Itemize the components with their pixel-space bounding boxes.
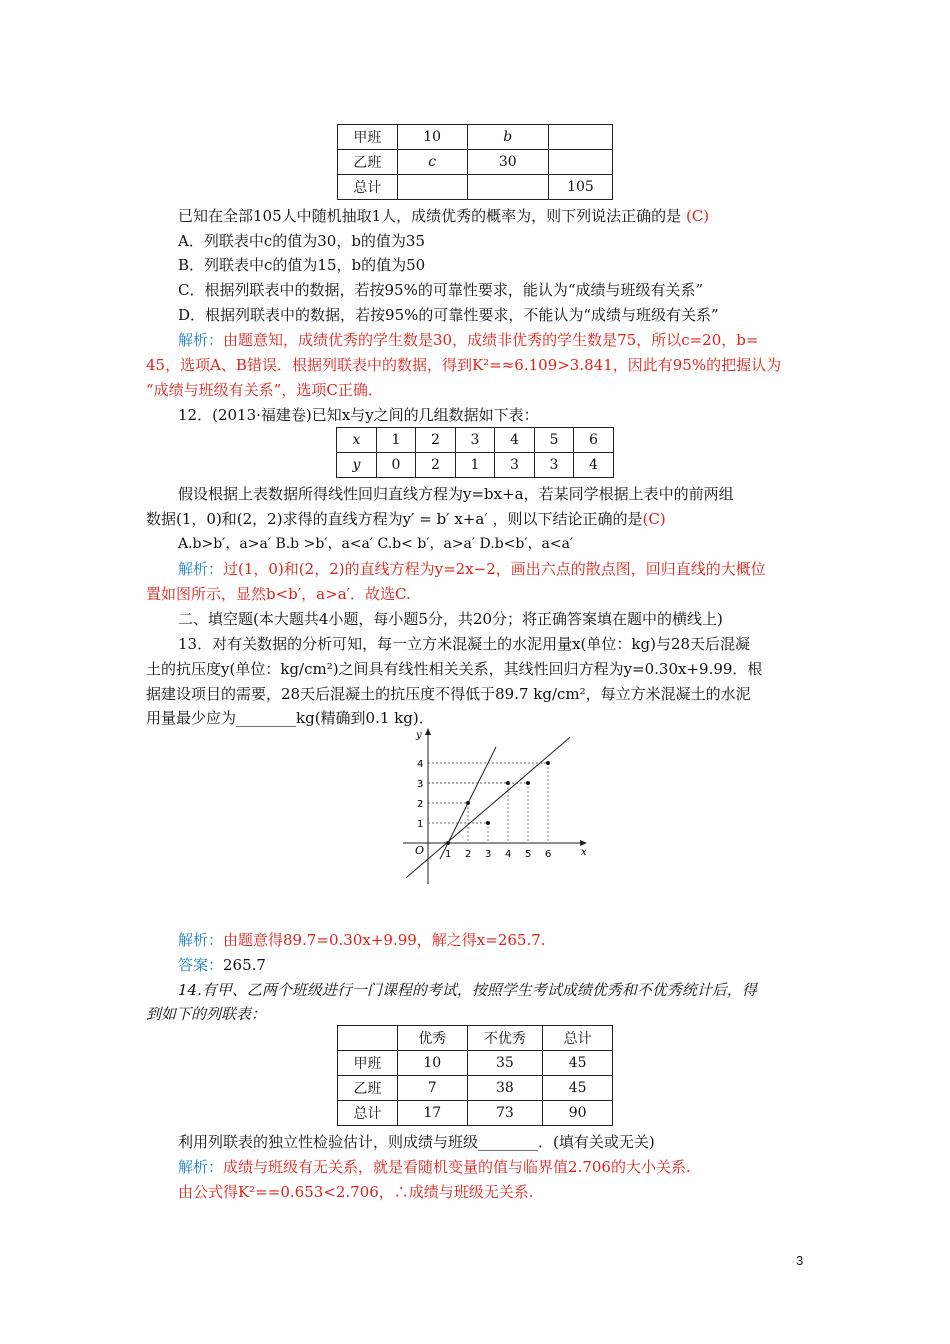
analysis-text: 由题意知，成绩优秀的学生数是30，成绩非优秀的学生数是75，所以c=20，b= bbox=[223, 331, 759, 349]
table-row bbox=[337, 428, 614, 453]
q11-answer: (C) bbox=[685, 207, 710, 225]
q12-answer: (C) bbox=[642, 510, 666, 528]
x-tick-label: 5 bbox=[525, 849, 532, 860]
q12-text-2: 数据(1，0)和(2，2)求得的直线方程为y′ = b′ x+a′ ，则以下结论正确的是 bbox=[146, 510, 643, 528]
table-cell: 10 bbox=[397, 1051, 467, 1076]
section-heading: 二、填空题(本大题共4小题，每小题5分，共20分；将正确答案填在题中的横线上) bbox=[178, 610, 723, 628]
x-axis-arrow bbox=[580, 840, 587, 846]
analysis-text: 成绩与班级有无关系，就是看随机变量的值与临界值2.706的大小关系. bbox=[223, 1158, 691, 1176]
table-cell: 2 bbox=[415, 453, 455, 478]
q11-option-c: C．根据列联表中的数据，若按95%的可靠性要求，能认为“成绩与班级有关系” bbox=[178, 281, 704, 299]
table-cell: 优秀 bbox=[397, 1026, 467, 1051]
q11-option-a: A．列联表中c的值为30，b的值为35 bbox=[178, 232, 426, 250]
table-cell: 乙班 bbox=[338, 150, 398, 175]
answer-label: 答案： bbox=[178, 956, 224, 974]
table-cell: x bbox=[337, 428, 377, 453]
table-row bbox=[338, 1026, 613, 1051]
table-cell: y bbox=[337, 453, 377, 478]
data-point bbox=[486, 821, 490, 825]
table-cell: 35 bbox=[467, 1051, 543, 1076]
table-cell: 30 bbox=[467, 150, 548, 175]
table-row bbox=[337, 453, 614, 478]
table-cell: 5 bbox=[534, 428, 573, 453]
table-cell bbox=[397, 175, 467, 200]
table-row bbox=[338, 1101, 613, 1126]
analysis-label: 解析： bbox=[178, 560, 224, 578]
table-row bbox=[338, 125, 613, 150]
q12-analysis-line-1 bbox=[178, 557, 766, 581]
q12-options: A.b>b′，a>a′ B.b >b′，a<a′ C.b< b′，a>a′ D.b<b′，a<a′ bbox=[178, 536, 574, 552]
q11-analysis-line-3: “成绩与班级有关系”，选项C正确． bbox=[146, 381, 383, 399]
table-cell: 乙班 bbox=[338, 1076, 398, 1101]
q14-line-2: 到如下的列联表： bbox=[146, 1005, 267, 1023]
table-cell bbox=[548, 150, 612, 175]
analysis-label: 解析： bbox=[178, 331, 224, 349]
table-cell: 2 bbox=[415, 428, 455, 453]
table-cell: 甲班 bbox=[338, 1051, 398, 1076]
contingency-table-top bbox=[337, 124, 613, 200]
data-point bbox=[546, 761, 550, 765]
origin-label: O bbox=[415, 844, 425, 857]
page-number: 3 bbox=[796, 1253, 804, 1268]
data-point bbox=[526, 781, 530, 785]
xy-data-table bbox=[336, 427, 614, 478]
q11-analysis-line-1 bbox=[178, 328, 758, 352]
q14-line-1: 14.有甲、乙两个班级进行一门课程的考试，按照学生考试成绩优秀和不优秀统计后，得 bbox=[178, 981, 757, 999]
y-axis-arrow bbox=[425, 728, 431, 735]
x-tick-label: 6 bbox=[545, 849, 552, 860]
q12-text-line-1: 假设根据上表数据所得线性回归直线方程为y=bx+a，若某同学根据上表中的前两组 bbox=[178, 485, 734, 503]
y-tick-label: 2 bbox=[417, 799, 424, 810]
y-axis-label: y bbox=[416, 730, 422, 741]
q14-question: 利用列联表的独立性检验估计，则成绩与班级________．(填有关或无关) bbox=[178, 1133, 655, 1151]
q11-analysis-line-2: 45，选项A、B错误．根据列联表中的数据，得到K²=≈6.109>3.841，因此有95%的把握认为 bbox=[146, 356, 782, 374]
table-cell: c bbox=[397, 150, 467, 175]
analysis-text: 由题意得89.7=0.30x+9.99，解之得x=265.7. bbox=[223, 931, 546, 949]
table-cell: 1 bbox=[376, 428, 415, 453]
q13-analysis bbox=[178, 928, 546, 952]
table-cell: 17 bbox=[397, 1101, 467, 1126]
table-cell: 7 bbox=[397, 1076, 467, 1101]
q11-stem-text: 已知在全部105人中随机抽取1人，成绩优秀的概率为，则下列说法正确的是 bbox=[178, 207, 682, 225]
table-row bbox=[338, 175, 613, 200]
analysis-text: 过(1，0)和(2，2)的直线方程为y=2x−2，画出六点的散点图，回归直线的大概位 bbox=[223, 560, 766, 578]
x-tick-label: 4 bbox=[505, 849, 512, 860]
table-row bbox=[338, 1076, 613, 1101]
q12-stem: 12．(2013·福建卷)已知x与y之间的几组数据如下表： bbox=[178, 406, 539, 424]
table-row bbox=[338, 1051, 613, 1076]
table-cell: 6 bbox=[573, 428, 613, 453]
table-cell: 10 bbox=[397, 125, 467, 150]
table-cell bbox=[467, 175, 548, 200]
table-cell: 甲班 bbox=[338, 125, 398, 150]
q13-line-3: 据建设项目的需要，28天后混凝土的抗压度不得低于89.7 kg/cm²，每立方米混凝土的水泥 bbox=[146, 685, 751, 703]
table-cell: 73 bbox=[467, 1101, 543, 1126]
q13-line-4: 用量最少应为________kg(精确到0.1 kg)． bbox=[146, 709, 434, 727]
table-cell bbox=[338, 1026, 398, 1051]
x-axis-label: x bbox=[581, 847, 587, 858]
table-cell: 0 bbox=[376, 453, 415, 478]
table-cell: 不优秀 bbox=[467, 1026, 543, 1051]
table-cell: 3 bbox=[534, 453, 573, 478]
q11-stem bbox=[178, 204, 709, 228]
y-tick-label: 4 bbox=[417, 759, 424, 770]
table-cell: 总计 bbox=[338, 175, 398, 200]
x-tick-label: 3 bbox=[485, 849, 492, 860]
y-tick-label: 1 bbox=[417, 819, 424, 830]
q12-analysis-line-2: 置如图所示，显然b<b′，a>a′．故选C. bbox=[146, 585, 411, 603]
q11-option-b: B．列联表中c的值为15，b的值为50 bbox=[178, 256, 426, 274]
x-tick-label: 1 bbox=[445, 849, 452, 860]
y-tick-label: 3 bbox=[417, 779, 424, 790]
table-cell: 4 bbox=[573, 453, 613, 478]
analysis-label: 解析： bbox=[178, 931, 224, 949]
q14-analysis-line-2: 由公式得K²==0.653<2.706，∴成绩与班级无关系. bbox=[178, 1183, 534, 1201]
scatter-plot bbox=[395, 722, 595, 892]
table-cell bbox=[548, 125, 612, 150]
q14-analysis-line-1 bbox=[178, 1155, 691, 1179]
table-cell: 45 bbox=[543, 1076, 613, 1101]
table-cell: 105 bbox=[548, 175, 612, 200]
q12-text-line-2 bbox=[146, 507, 666, 531]
table-cell: 总计 bbox=[338, 1101, 398, 1126]
table-cell: 总计 bbox=[543, 1026, 613, 1051]
table-cell: 3 bbox=[455, 428, 494, 453]
q13-line-2: 土的抗压度y(单位：kg/cm²)之间具有线性相关关系，其线性回归方程为y=0.30x+9.99．根 bbox=[146, 660, 763, 678]
table-cell: 3 bbox=[494, 453, 534, 478]
q13-answer bbox=[178, 953, 266, 977]
q11-option-d: D．根据列联表中的数据，若按95%的可靠性要求，不能认为“成绩与班级有关系” bbox=[178, 306, 719, 324]
table-cell: b bbox=[467, 125, 548, 150]
table-cell: 38 bbox=[467, 1076, 543, 1101]
contingency-table-bottom bbox=[337, 1025, 613, 1126]
table-cell: 1 bbox=[455, 453, 494, 478]
table-cell: 4 bbox=[494, 428, 534, 453]
table-row bbox=[338, 150, 613, 175]
x-tick-label: 2 bbox=[465, 849, 472, 860]
answer-text: 265.7 bbox=[223, 956, 266, 974]
table-cell: 45 bbox=[543, 1051, 613, 1076]
table-cell: 90 bbox=[543, 1101, 613, 1126]
q13-line-1: 13．对有关数据的分析可知，每一立方米混凝土的水泥用量x(单位：kg)与28天后混凝 bbox=[178, 635, 751, 653]
analysis-label: 解析： bbox=[178, 1158, 224, 1176]
